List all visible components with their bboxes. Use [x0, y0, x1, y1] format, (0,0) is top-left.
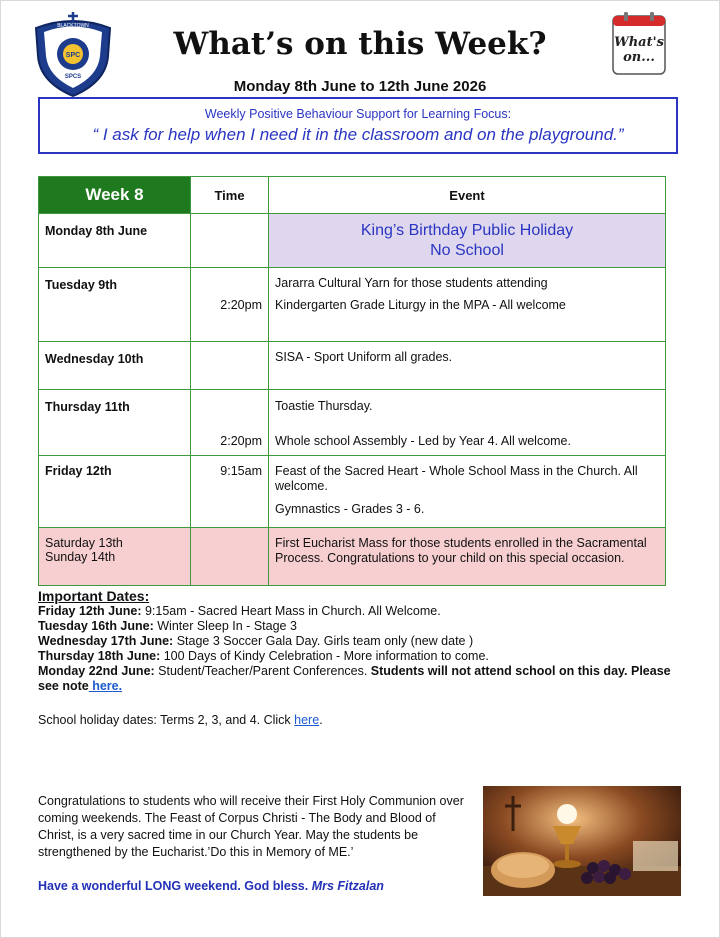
- table-row: [39, 456, 666, 528]
- list-item: [38, 649, 678, 664]
- table-row: [39, 342, 666, 390]
- school-holidays-line: [38, 713, 323, 727]
- day-cell: Thursday 11th: [39, 390, 191, 456]
- weekend-day: Sunday 14th: [45, 550, 116, 564]
- svg-text:BLACKTOWN: BLACKTOWN: [57, 23, 89, 29]
- event-cell: [269, 456, 666, 528]
- conference-note-link[interactable]: here.: [88, 679, 123, 693]
- communion-message: Congratulations to students who will receive their First Holy Communion over coming weekends. The Feast of Corpus Christi - The Body and Blood of Christ, is a very sacred time in our Church Year. May the students be strengthened by the Eucharist.’Do this in Memory of ME.’: [38, 794, 464, 859]
- event-cell: [269, 268, 666, 342]
- page-title: What’s on this Week?: [173, 26, 547, 62]
- important-dates: [38, 589, 678, 694]
- time-value: 2:20pm: [220, 434, 262, 448]
- day-cell: Friday 12th: [39, 456, 191, 528]
- table-row: [39, 390, 666, 456]
- time-cell: [191, 214, 269, 268]
- holiday-title: King’s Birthday Public Holiday: [360, 221, 574, 239]
- svg-text:on...: on...: [623, 50, 655, 65]
- important-dates-heading: Important Dates:: [38, 588, 150, 604]
- event-text: Kindergarten Grade Liturgy in the MPA - All welcome: [275, 298, 566, 312]
- time-cell: 9:15am: [191, 456, 269, 528]
- table-row: [39, 214, 666, 268]
- event-header: Event: [269, 177, 666, 214]
- table-row: [39, 268, 666, 342]
- table-row: [39, 528, 666, 586]
- item-date: Wednesday 17th June:: [38, 634, 174, 648]
- time-cell: [191, 528, 269, 586]
- holidays-end: .: [319, 713, 323, 727]
- event-text: Gymnastics - Grades 3 - 6.: [275, 502, 425, 516]
- event-text: Toastie Thursday.: [275, 399, 373, 413]
- event-cell: First Eucharist Mass for those students enrolled in the Sacramental Process. Congratulations to your child on this special occasion.: [269, 528, 666, 586]
- day-cell: [39, 528, 191, 586]
- event-cell: SISA - Sport Uniform all grades.: [269, 342, 666, 390]
- item-text: Winter Sleep In - Stage 3: [153, 619, 297, 633]
- conference-note: Students will not attend school on this day. Please see note: [38, 664, 671, 693]
- eucharist-photo: [483, 786, 681, 896]
- item-date: Friday 12th June:: [38, 604, 142, 618]
- week-dates: Monday 8th June to 12th June 2026: [233, 78, 487, 95]
- holidays-text: School holiday dates: Terms 2, 3, and 4. Click: [38, 713, 295, 727]
- sign-off-text: Have a wonderful LONG weekend. God bless.: [38, 879, 312, 893]
- day-cell: Wednesday 10th: [39, 342, 191, 390]
- whats-on-calendar-icon: [610, 10, 668, 78]
- event-text: Jararra Cultural Yarn for those students attending: [275, 276, 548, 290]
- item-date: Monday 22nd June:: [38, 664, 155, 678]
- list-item: [38, 619, 678, 634]
- table-header-row: [39, 177, 666, 214]
- time-value: 2:20pm: [220, 298, 262, 312]
- week-label: Week 8: [39, 177, 191, 214]
- time-cell: [191, 342, 269, 390]
- day-cell: Monday 8th June: [39, 214, 191, 268]
- holiday-event-cell: [269, 214, 666, 268]
- item-text: Stage 3 Soccer Gala Day. Girls team only (new date ): [173, 634, 474, 648]
- weekend-day: Saturday 13th: [45, 536, 123, 550]
- week-schedule-table: [38, 176, 666, 586]
- holiday-subtitle: No School: [430, 241, 504, 259]
- item-text: 9:15am - Sacred Heart Mass in Church. All Welcome.: [141, 604, 441, 618]
- day-cell: Tuesday 9th: [39, 268, 191, 342]
- svg-text:SPCS: SPCS: [64, 74, 82, 80]
- event-cell: [269, 390, 666, 456]
- event-text: Whole school Assembly - Led by Year 4. All welcome.: [275, 434, 571, 448]
- item-date: Tuesday 16th June:: [38, 619, 154, 633]
- focus-quote: “ I ask for help when I need it in the classroom and on the playground.”: [92, 125, 624, 144]
- focus-label: Weekly Positive Behaviour Support for Learning Focus:: [204, 107, 512, 121]
- time-header: Time: [191, 177, 269, 214]
- list-item: [38, 664, 678, 694]
- holidays-link[interactable]: here: [294, 713, 320, 727]
- sign-off: [38, 879, 384, 893]
- item-text: 100 Days of Kindy Celebration - More information to come.: [160, 649, 489, 663]
- svg-text:SPC: SPC: [65, 52, 81, 59]
- svg-text:What's: What's: [614, 35, 664, 50]
- time-cell: [191, 268, 269, 342]
- list-item: [38, 634, 678, 649]
- list-item: [38, 604, 678, 619]
- time-cell: [191, 390, 269, 456]
- item-text: Student/Teacher/Parent Conferences.: [154, 664, 371, 678]
- school-crest-logo: [28, 10, 118, 98]
- item-date: Thursday 18th June:: [38, 649, 161, 663]
- event-text: Feast of the Sacred Heart - Whole School Mass in the Church. All welcome.: [275, 464, 638, 493]
- behaviour-focus-box: [38, 97, 678, 154]
- principal-name: Mrs Fitzalan: [311, 879, 384, 893]
